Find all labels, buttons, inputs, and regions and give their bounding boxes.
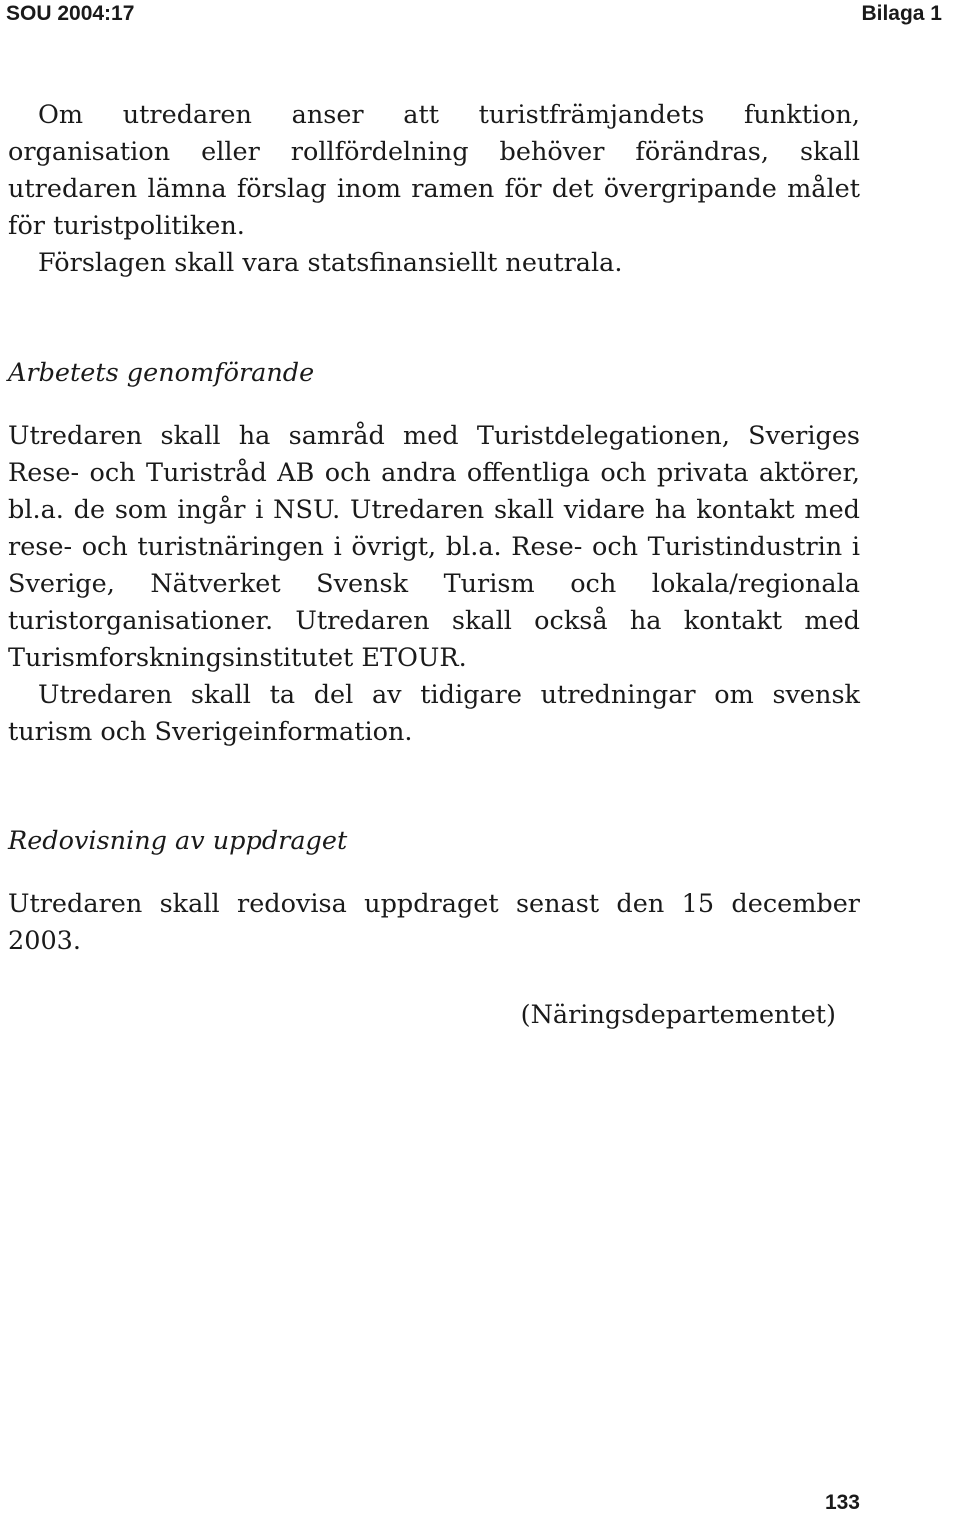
paragraph-neutral: Förslagen skall vara statsfinansiellt neutrala. — [38, 248, 623, 278]
section-arbetets-genomforande — [8, 418, 860, 751]
paragraph-deadline: Utredaren skall redovisa uppdraget senast den 15 december 2003. — [8, 889, 860, 956]
heading-arbetets-genomforande: Arbetets genomförande — [8, 358, 315, 388]
heading-redovisning: Redovisning av uppdraget — [8, 826, 348, 856]
running-head-left: SOU 2004:17 — [6, 2, 135, 25]
page-number: 133 — [824, 1491, 860, 1514]
section-intro — [8, 97, 860, 282]
ministry-signature: (Näringsdepartementet) — [520, 1000, 836, 1030]
section-redovisning — [8, 886, 860, 960]
paragraph-previous-studies: Utredaren skall ta del av tidigare utredningar om svensk turism och Sverigeinformation. — [8, 680, 860, 747]
running-head-right: Bilaga 1 — [861, 2, 942, 25]
paragraph-proposals: Om utredaren anser att turistfrämjandets funktion, organisation eller rollfördelning behöver förändras, skall utredaren lämna förslag inom ramen för det övergripande målet för turistpolitiken. — [8, 100, 860, 241]
paragraph-consultation: Utredaren skall ha samråd med Turistdelegationen, Sveriges Rese- och Turistråd AB och andra offentliga och privata aktörer, bl.a. de som ingår i NSU. Utredaren skall vidare ha kontakt med rese- och turistnäringen i övrigt, bl.a. Rese- och Turistindustrin i Sverige, Nätverket Svensk Turism och lokala/regionala turistorganisationer. Utredaren skall också ha kontakt med Turismforskningsinstitutet ETOUR. — [8, 421, 860, 673]
